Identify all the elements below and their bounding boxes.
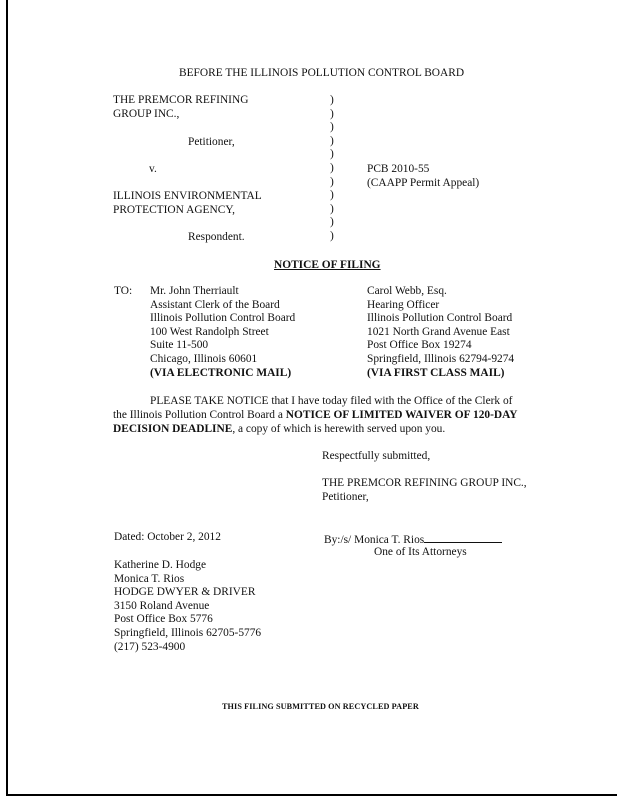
recipient-right-name: Carol Webb, Esq.	[367, 285, 447, 297]
body-line-2	[113, 409, 518, 423]
recycled-paper-footer: THIS FILING SUBMITTED ON RECYCLED PAPER	[222, 702, 419, 711]
petitioner-name-line1: THE PREMCOR REFINING	[113, 94, 249, 106]
recipient-left-title: Assistant Clerk of the Board	[150, 298, 280, 311]
respectfully-submitted: Respectfully submitted,	[322, 450, 431, 462]
body-line-2-text: the Illinois Pollution Control Board a	[113, 409, 286, 421]
counsel-phone: (217) 523-4900	[114, 640, 186, 653]
recipient-left-block	[150, 285, 295, 380]
body-line-3	[113, 423, 445, 437]
recipient-right-street: 1021 North Grand Avenue East	[367, 325, 510, 338]
counsel-city: Springfield, Illinois 62705-5776	[114, 626, 262, 639]
caption-paren: )	[330, 121, 334, 134]
notice-title: NOTICE OF FILING	[274, 259, 381, 271]
caption-paren: )	[330, 134, 334, 147]
recipient-right-title: Hearing Officer	[367, 298, 440, 311]
versus: v.	[149, 163, 157, 175]
court-title: BEFORE THE ILLINOIS POLLUTION CONTROL BOARD	[179, 67, 465, 79]
recipient-right-box: Post Office Box 19274	[367, 339, 472, 352]
respondent-name-line1: ILLINOIS ENVIRONMENTAL	[113, 190, 262, 202]
scan-edge-left	[6, 0, 8, 796]
caption-paren: )	[330, 202, 334, 215]
signature-attorneys: One of Its Attorneys	[374, 546, 467, 558]
counsel-name-2: Monica T. Rios	[114, 572, 185, 585]
counsel-firm: HODGE DWYER & DRIVER	[114, 586, 256, 599]
caption-paren: )	[330, 107, 334, 120]
to-label: TO:	[114, 285, 133, 297]
petitioner-role: Petitioner,	[188, 136, 235, 148]
caption-paren: )	[330, 148, 334, 161]
counsel-block	[114, 559, 261, 654]
respondent-role: Respondent.	[188, 231, 245, 243]
counsel-box: Post Office Box 5776	[114, 613, 213, 626]
recipient-right-delivery: (VIA FIRST CLASS MAIL)	[367, 366, 505, 379]
counsel-name-1: Katherine D. Hodge	[114, 559, 207, 571]
recipient-left-delivery: (VIA ELECTRONIC MAIL)	[150, 366, 292, 379]
recipient-left-org: Illinois Pollution Control Board	[150, 312, 296, 325]
closing-role: Petitioner,	[322, 491, 369, 503]
recipient-left-city: Chicago, Illinois 60601	[150, 352, 258, 365]
body-line-1: PLEASE TAKE NOTICE that I have today filed with the Office of the Clerk of	[150, 395, 513, 407]
recipient-right-city: Springfield, Illinois 62794-9274	[367, 352, 515, 365]
recipient-left-suite: Suite 11-500	[150, 339, 209, 352]
caption-paren: )	[330, 216, 334, 229]
recipient-right-org: Illinois Pollution Control Board	[367, 312, 513, 325]
dated: Dated: October 2, 2012	[114, 531, 221, 543]
caption-parenthesis-column	[330, 94, 334, 244]
counsel-street: 3150 Roland Avenue	[114, 599, 210, 612]
respondent-name-line2: PROTECTION AGENCY,	[113, 204, 235, 216]
signature-by: By:/s/ Monica T. Rios	[324, 534, 425, 546]
recipient-right-block	[367, 285, 514, 380]
caption-paren: )	[330, 175, 334, 188]
waiver-title: NOTICE OF LIMITED WAIVER OF 120-DAY	[285, 409, 518, 421]
caption-paren: )	[330, 161, 334, 174]
signature-underline	[424, 532, 502, 543]
recipient-left-name: Mr. John Therriault	[150, 285, 239, 297]
body-line-3-text: , a copy of which is herewith served upon you.	[232, 423, 446, 435]
recipient-left-street: 100 West Randolph Street	[150, 325, 269, 338]
closing-company: THE PREMCOR REFINING GROUP INC.,	[322, 477, 527, 489]
caption-paren: )	[330, 229, 334, 242]
case-number: PCB 2010-55	[367, 163, 430, 175]
petitioner-name-line2: GROUP INC.,	[113, 108, 180, 120]
deadline-title: DECISION DEADLINE	[113, 423, 233, 435]
case-type: (CAAPP Permit Appeal)	[367, 177, 480, 189]
scan-edge-bottom	[6, 794, 617, 796]
caption-paren: )	[330, 94, 334, 106]
caption-paren: )	[330, 189, 334, 202]
